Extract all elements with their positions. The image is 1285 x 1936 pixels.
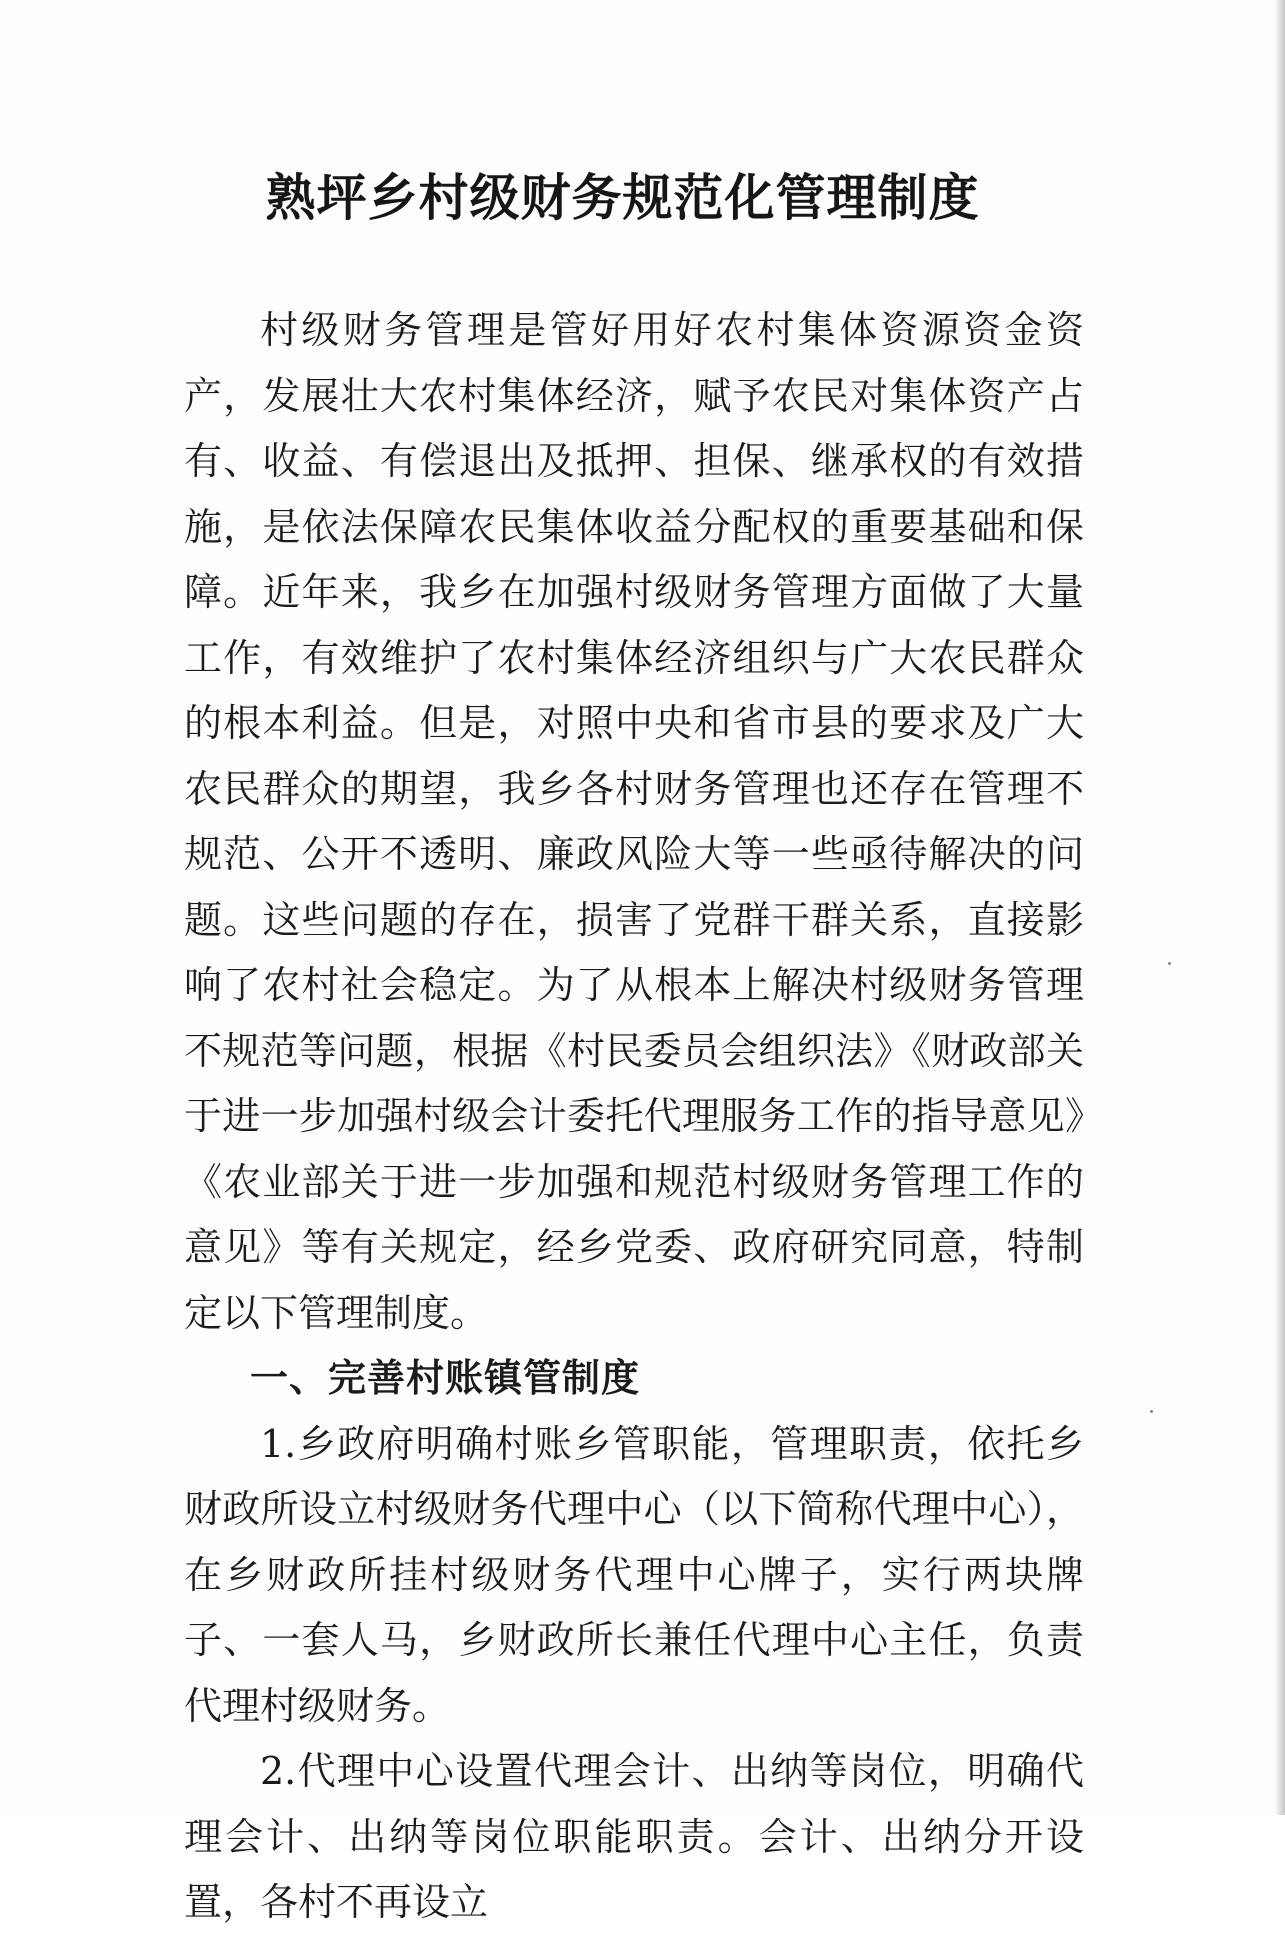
section-heading: 一、完善村账镇管制度 — [250, 1356, 641, 1400]
item-paragraph: 2.代理中心设置代理会计、出纳等岗位，明确代理会计、出纳等岗位职能职责。会计、出纳分开设置，各村不再设立 — [184, 1749, 1084, 1924]
document-body — [184, 298, 1084, 1936]
scan-edge-shadow — [1275, 0, 1285, 1815]
document-title: 熟坪乡村级财务规范化管理制度 — [265, 169, 980, 227]
scan-speck — [1168, 962, 1171, 965]
intro-paragraph: 村级财务管理是管好用好农村集体资源资金资产，发展壮大农村集体经济，赋予农民对集体资产占有、收益、有偿退出及抵押、担保、继承权的有效措施，是依法保障农民集体收益分配权的重要基础和保障。近年来，我乡在加强村级财务管理方面做了大量工作，有效维护了农村集体经济组织与广大农民群众的根本利益。但是，对照中央和省市县的要求及广大农民群众的期望，我乡各村财务管理也还存在管理不规范、公开不透明、廉政风险大等一些亟待解决的问题。这些问题的存在，损害了党群干群关系，直接影响了农村社会稳定。为了从根本上解决村级财务管理不规范等问题，根据《村民委员会组织法》《财政部关于进一步加强村级会计委托代理服务工作的指导意见》《农业部关于进一步加强和规范村级财务管理工作的意见》等有关规定，经乡党委、政府研究同意，特制定以下管理制度。 — [184, 308, 1084, 1335]
scan-speck — [1150, 1410, 1153, 1413]
item-paragraph: 1.乡政府明确村账乡管职能，管理职责，依托乡财政所设立村级财务代理中心（以下简称代理中心），在乡财政所挂村级财务代理中心牌子，实行两块牌子、一套人马，乡财政所长兼任代理中心主任，负责代理村级财务。 — [184, 1421, 1084, 1728]
